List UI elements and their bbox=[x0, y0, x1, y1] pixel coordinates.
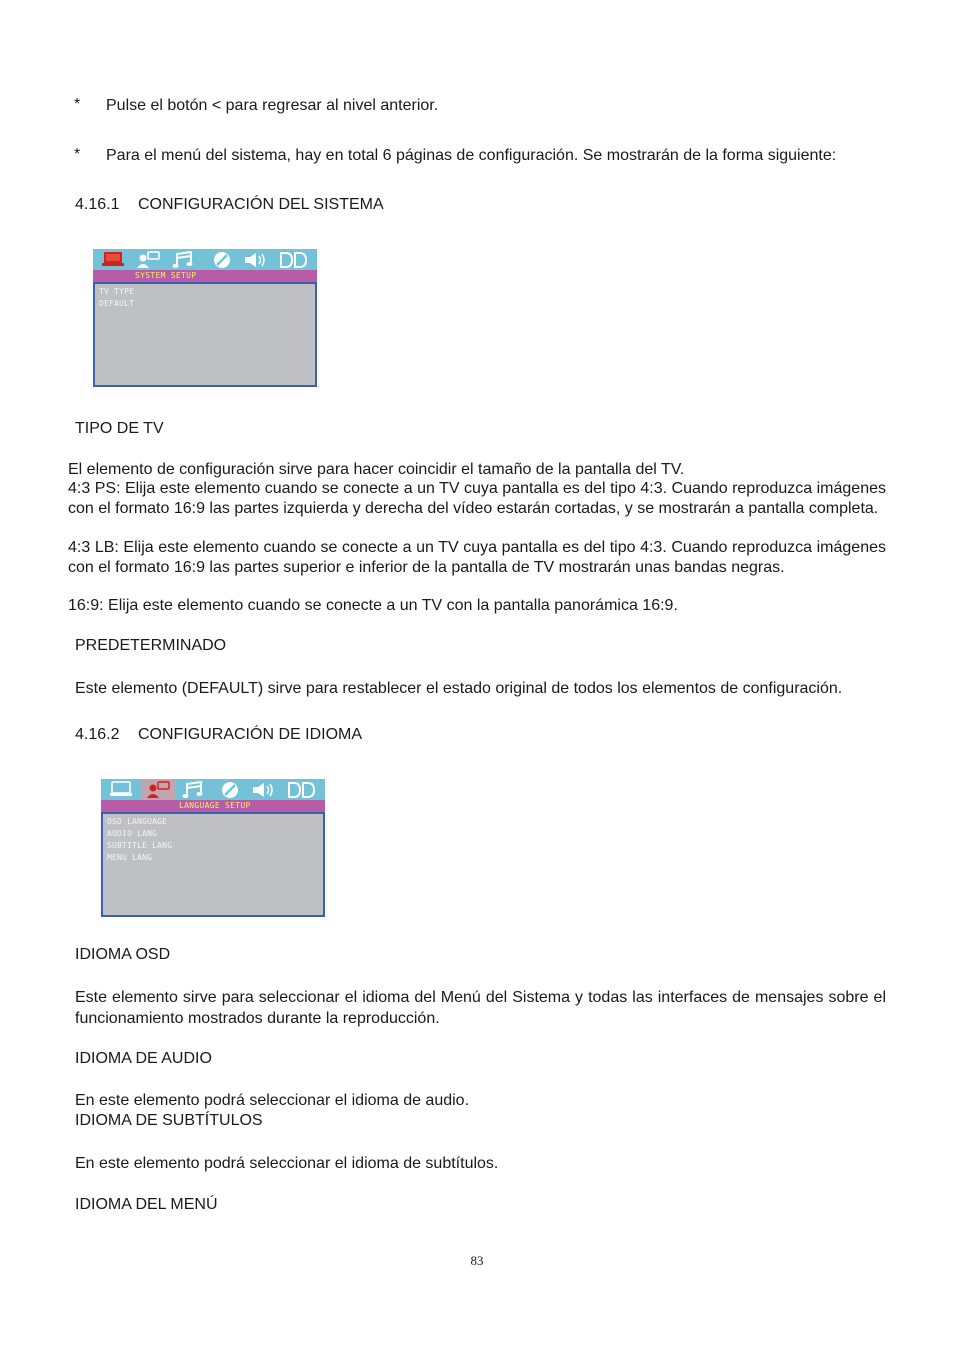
bullet-text-pages: Para el menú del sistema, hay en total 6 páginas de configuración. Se mostrarán de la forma siguiente: bbox=[106, 147, 837, 164]
music-note-icon bbox=[181, 781, 207, 799]
subheading-osd-language: IDIOMA OSD bbox=[75, 946, 171, 963]
paragraph bbox=[75, 987, 886, 1029]
paragraph: 4:3 LB: Elija este elemento cuando se conecte a un TV cuya pantalla es del tipo 4:3. Cuando reproduzca imágenes con el formato 16:9 las partes superior e inferior de la pantalla de TV mostrarán unas bandas negras. bbox=[68, 539, 886, 576]
paragraph-text: Este elemento sirve para seleccionar el idioma del Menú del Sistema y todas las interfaces de mensajes sobre el funcionamiento mostrados durante la reproducción. bbox=[75, 989, 886, 1027]
speaker-icon bbox=[243, 251, 271, 269]
disc-icon bbox=[211, 251, 235, 269]
paragraph: Este elemento (DEFAULT) sirve para restablecer el estado original de todos los elementos de configuración. bbox=[75, 680, 843, 697]
page-number: 83 bbox=[470, 1253, 484, 1268]
bullet-text-back: Pulse el botón < para regresar al nivel anterior. bbox=[106, 97, 439, 114]
subheading-menu-language: IDIOMA DEL MENÚ bbox=[75, 1196, 218, 1213]
osd-menu-body bbox=[93, 282, 317, 387]
subheading-tv-type: TIPO DE TV bbox=[75, 420, 164, 437]
subheading-subtitle-language: IDIOMA DE SUBTÍTULOS bbox=[75, 1112, 263, 1129]
monitor-icon bbox=[109, 781, 135, 799]
system-setup-screenshot bbox=[93, 249, 317, 387]
dolby-icon bbox=[287, 781, 317, 799]
osd-item-osd-language: OSD LANGUAGE bbox=[107, 817, 168, 826]
section-number: 4.16.1 bbox=[75, 196, 120, 213]
subheading-default: PREDETERMINADO bbox=[75, 637, 227, 654]
osd-item-audio-lang: AUDIO LANG bbox=[107, 829, 158, 838]
bullet-marker: * bbox=[74, 146, 81, 163]
osd-item-subtitle-lang: SUBTITLE LANG bbox=[107, 841, 173, 850]
section-title: CONFIGURACIÓN DE IDIOMA bbox=[138, 726, 363, 743]
dolby-icon bbox=[279, 251, 309, 269]
osd-item-menu-lang: MENU LANG bbox=[107, 853, 153, 862]
music-note-icon bbox=[171, 251, 197, 269]
osd-item-tv-type: TV TYPE bbox=[99, 287, 135, 296]
subheading-audio-language: IDIOMA DE AUDIO bbox=[75, 1050, 212, 1067]
language-setup-screenshot bbox=[101, 779, 325, 917]
osd-title: SYSTEM SETUP bbox=[135, 271, 197, 280]
bullet-marker: * bbox=[74, 96, 81, 113]
paragraph: 4:3 PS: Elija este elemento cuando se conecte a un TV cuya pantalla es del tipo 4:3. Cuando reproduzca imágenes con el formato 16:9 las partes izquierda y derecha del vídeo estarán cortadas, y se mostrarán a pantalla completa. bbox=[68, 480, 886, 517]
paragraph: 16:9: Elija este elemento cuando se conecte a un TV con la pantalla panorámica 16:9. bbox=[68, 597, 678, 614]
person-speech-icon bbox=[145, 781, 171, 799]
osd-title: LANGUAGE SETUP bbox=[179, 801, 251, 810]
section-title: CONFIGURACIÓN DEL SISTEMA bbox=[138, 196, 384, 213]
paragraph: El elemento de configuración sirve para hacer coincidir el tamaño de la pantalla del TV. bbox=[68, 461, 685, 478]
osd-menu-body bbox=[101, 812, 325, 917]
osd-item-default: DEFAULT bbox=[99, 299, 135, 308]
speaker-icon bbox=[251, 781, 279, 799]
disc-icon bbox=[219, 781, 243, 799]
monitor-icon bbox=[101, 251, 127, 269]
paragraph: En este elemento podrá seleccionar el idioma de subtítulos. bbox=[75, 1155, 499, 1172]
section-number: 4.16.2 bbox=[75, 726, 120, 743]
paragraph: En este elemento podrá seleccionar el idioma de audio. bbox=[75, 1092, 470, 1109]
person-speech-icon bbox=[135, 251, 161, 269]
osd-title-bar bbox=[93, 270, 317, 282]
